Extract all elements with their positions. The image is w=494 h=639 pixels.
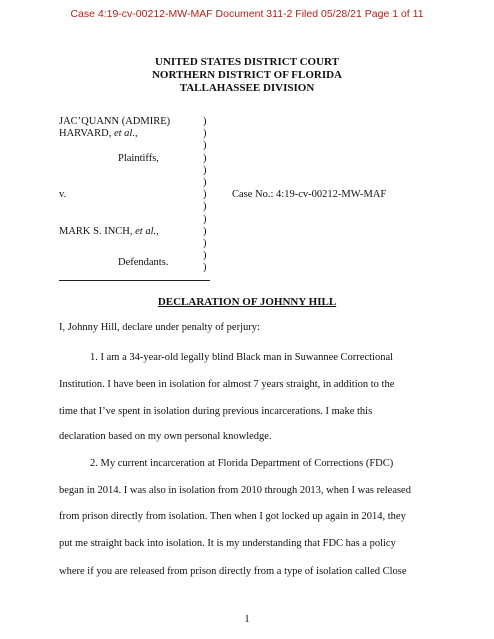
body-line: Institution. I have been in isolation for almost 7 years straight, in addition to the [59,379,395,390]
court-line-3: TALLAHASSEE DIVISION [179,82,315,94]
body-line: where if you are released from prison directly from a type of isolation called Close [59,566,407,577]
body-line: from prison directly from isolation. Then when I got locked up again in 2014, they [59,511,406,522]
declaration-title: DECLARATION OF JOHNNY HILL [157,296,337,308]
body-line: declaration based on my own personal knowledge. [59,431,272,442]
court-line-2: NORTHERN DISTRICT OF FLORIDA [151,69,342,81]
court-heading [0,56,494,95]
body-line: put me straight back into isolation. It is my understanding that FDC has a policy [59,538,396,549]
caption-rule [59,280,210,281]
plaintiff-name-line-2: HARVARD, et al., [59,128,138,139]
caption-parentheses: ) ) ) ) ) ) ) ) ) ) ) ) ) [203,116,207,274]
plaintiff-name-line-1: JAC’QUANN (ADMIRE) [59,116,171,127]
court-line-1: UNITED STATES DISTRICT COURT [155,56,339,68]
plaintiffs-label: Plaintiffs, [118,153,159,164]
body-line: I, Johnny Hill, declare under penalty of perjury: [59,322,260,333]
body-line: 1. I am a 34-year-old legally blind Black man in Suwannee Correctional [90,352,394,363]
case-header: Case 4:19-cv-00212-MW-MAF Document 311-2 Filed 05/28/21 Page 1 of 11 [70,8,424,20]
versus: v. [59,189,67,200]
defendants-label: Defendants. [118,257,169,268]
body-line: 2. My current incarceration at Florida Department of Corrections (FDC) [90,458,394,469]
page-number: 1 [244,614,250,625]
body-line: time that I’ve spent in isolation during previous incarcerations. I make this [59,406,373,417]
defendant-name: MARK S. INCH, et al., [59,226,159,237]
case-number: Case No.: 4:19-cv-00212-MW-MAF [232,189,387,200]
body-line: began in 2014. I was also in isolation from 2010 through 2013, when I was released [59,485,411,496]
